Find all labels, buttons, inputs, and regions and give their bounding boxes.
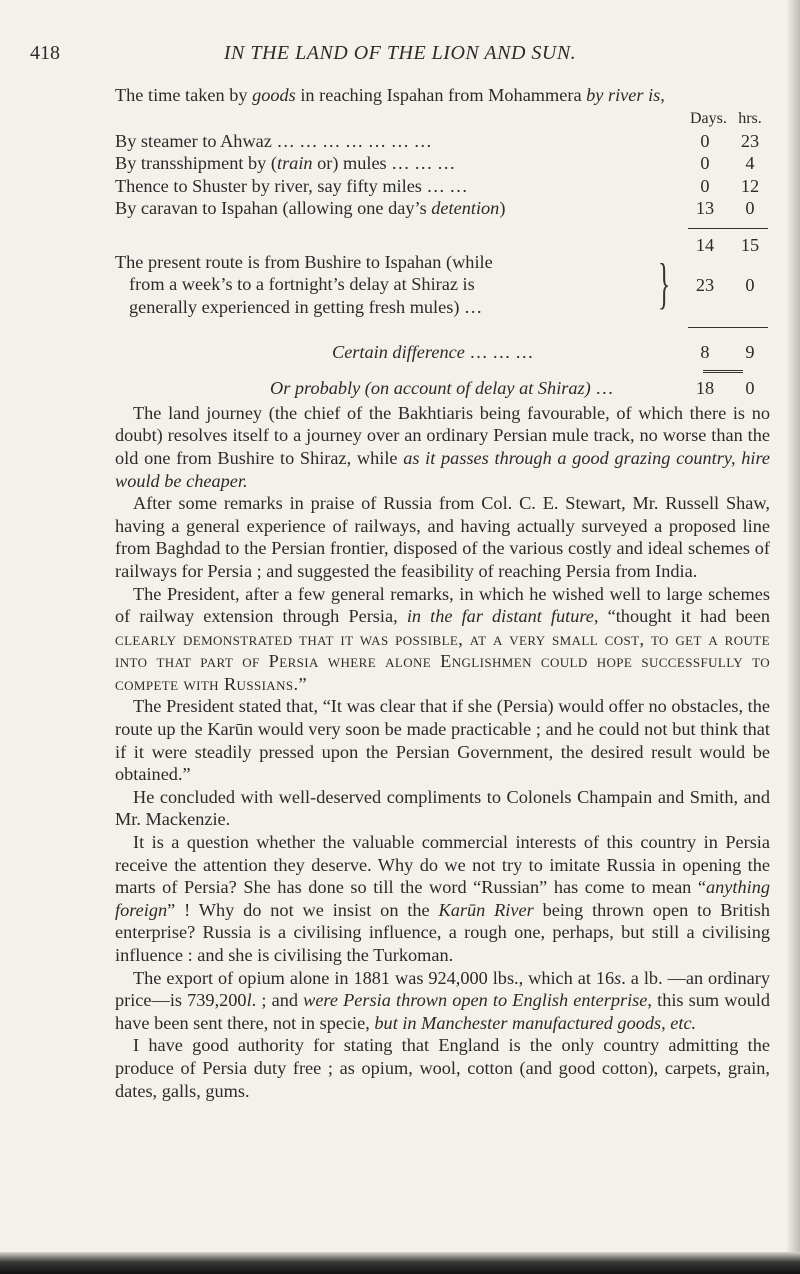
paragraph xyxy=(115,967,770,1035)
paragraph-italic: in the far distant future, xyxy=(406,606,599,627)
paragraph xyxy=(115,786,770,831)
certain-difference-row xyxy=(150,341,770,364)
paragraph-text: I have good authority for stating that England is the only country admitting the produce of Persia duty free ; as opium, wool, cotton (and good cotton), carpets, grain, dates, galls, gums. xyxy=(115,1035,770,1101)
row-label-italic: train xyxy=(276,153,313,174)
present-route-line: generally experienced in getting fresh mules) … xyxy=(129,296,483,317)
paragraph-italic: s xyxy=(614,967,622,988)
intro-line xyxy=(115,84,770,107)
brace-icon: } xyxy=(658,252,671,315)
sum-rule xyxy=(688,228,768,229)
paragraph-text: After some remarks in praise of Russia from Col. C. E. Stewart, Mr. Russell Shaw, having a general experience of railways, and having actually surveyed a proposed line from Baghdad to the Persian frontier, disposed of the various costly and ideal schemes of railways for Persia ; and suggested the feasibility of reaching Persia from India. xyxy=(115,493,770,581)
row-label-end: or) mules xyxy=(312,153,387,174)
paragraph-text: The land journey (the chief of the Bakhtiaris being favourable, of which there is no doubt) resolves itself to a journey over an ordinary Persian mule track, no worse than the old one from Bushire to Shiraz, while xyxy=(115,402,770,468)
spacer xyxy=(150,363,770,377)
paragraph-text: “thought it had been xyxy=(598,606,770,627)
row-days: 0 xyxy=(700,153,710,174)
page-header xyxy=(30,42,770,72)
row-label: Thence to Shuster by river, say fifty miles xyxy=(115,175,422,196)
present-route-hours: 0 xyxy=(745,274,755,295)
intro-text-middle: in reaching Ispahan from Mohammera xyxy=(295,85,587,105)
page-body xyxy=(115,84,770,1102)
certain-leader-dots: … … … xyxy=(464,341,534,362)
table-row xyxy=(115,197,770,220)
total-days: 14 xyxy=(695,234,715,255)
paragraph-text: ” ! Why do not we insist on the xyxy=(167,899,439,920)
paragraph-text: The President stated that, “It was clear that if she (Persia) would offer no obstacles, the route up the Karūn would very soon be made practicable ; and he could not but think that if it were steadily pressed upon the Persian Government, the desired result would be obtained.” xyxy=(115,696,770,785)
row-leader-dots: … … xyxy=(421,175,468,196)
paragraph xyxy=(115,831,770,967)
paragraph-italic: as it passes through a good grazing country, hire would be cheaper. xyxy=(115,447,770,491)
row-hours: 4 xyxy=(745,153,755,174)
intro-italic-river: by river is, xyxy=(586,85,665,105)
row-days: 13 xyxy=(695,198,715,219)
row-label: By caravan to Ispahan (allowing one day’s xyxy=(115,198,432,219)
paragraph-text: ” xyxy=(298,673,307,694)
probable-hours: 0 xyxy=(745,378,755,399)
paragraph-small-caps: clearly demonstrated that it was possible, at a very small cost, to get a route into that part of Persia where alone Englishmen could hope successfully to compete with Russians. xyxy=(115,628,770,694)
table-row xyxy=(115,152,770,175)
row-days: 0 xyxy=(700,175,710,196)
certain-days: 8 xyxy=(700,341,710,362)
probable-label: Or probably (on account of delay at Shiraz) xyxy=(270,378,591,399)
certain-label: Certain difference xyxy=(332,341,465,362)
paragraph xyxy=(115,583,770,696)
intro-italic-goods: goods xyxy=(252,85,296,105)
paragraph-italic: were Persia thrown open to English enterprise xyxy=(303,990,648,1011)
paragraph xyxy=(115,695,770,785)
certain-hours: 9 xyxy=(745,341,755,362)
spacer xyxy=(150,220,770,234)
paragraph-text: , this sum would have been sent there, not in specie, xyxy=(115,990,770,1033)
paragraph-italic: l xyxy=(246,990,252,1011)
row-hours: 23 xyxy=(740,130,760,151)
page-bottom-edge xyxy=(0,1252,800,1274)
table-row xyxy=(115,130,770,153)
paragraph xyxy=(115,492,770,582)
paragraph-text: He concluded with well-deserved compliments to Colonels Champain and Smith, and Mr. Mackenzie. xyxy=(115,786,770,830)
paragraph-italic: but in Manchester manufactured goods, etc. xyxy=(374,1012,697,1033)
row-label-italic: detention xyxy=(431,198,500,219)
row-label: By steamer to Ahwaz xyxy=(115,130,277,151)
paragraph-text: being thrown open to British enterprise? Russia is a civilising influence, a rough one, perhaps, but still a civilising influence : and she is civilising the Turkoman. xyxy=(115,899,770,965)
page-edge-shadow xyxy=(786,0,800,1274)
probable-leader-dots: … xyxy=(590,378,614,399)
row-label-end: ) xyxy=(499,198,506,219)
table-row xyxy=(115,175,770,198)
journey-table xyxy=(115,108,770,400)
page-number: 418 xyxy=(30,42,60,64)
paragraph-text: . ; and xyxy=(251,990,304,1011)
present-route-line: from a week’s to a fortnight’s delay at Shiraz is xyxy=(129,274,475,295)
row-days: 0 xyxy=(700,130,710,151)
paragraph-italic: anything foreign xyxy=(115,877,770,920)
probable-days: 18 xyxy=(695,378,715,399)
paragraph-text: It is a question whether the valuable commercial interests of this country in Persia receive the attention they deserve. Why do we not try to imitate Russia in opening the marts of Persia? She has done so till the word “Russian” has come to mean “ xyxy=(115,832,770,898)
paragraph xyxy=(115,1034,770,1102)
double-rule xyxy=(703,370,743,373)
paragraph xyxy=(115,402,770,492)
row-leader-dots: … … … … … … … xyxy=(276,130,432,151)
paragraph-text: The President, after a few general remarks, in which he wished well to large schemes of railway extension through Persia, xyxy=(115,583,770,627)
spacer xyxy=(150,321,770,335)
present-route-line: The present route is from Bushire to Ispahan (while xyxy=(115,251,493,272)
body-text xyxy=(115,402,770,1102)
row-leader-dots: … … … xyxy=(386,153,456,174)
present-route-days: 23 xyxy=(695,274,715,295)
running-title: IN THE LAND OF THE LION AND SUN. xyxy=(223,42,577,64)
intro-text: The time taken by xyxy=(115,85,253,105)
difference-rule xyxy=(688,327,768,328)
row-hours: 0 xyxy=(745,198,755,219)
paragraph-italic: Karūn River xyxy=(438,899,534,920)
present-route-block xyxy=(115,251,770,321)
probable-difference-row xyxy=(150,377,770,400)
row-label: By transshipment by ( xyxy=(115,153,277,174)
paragraph-text: . a lb. —an ordinary price—is 739,200 xyxy=(115,967,770,1011)
days-header: Days. xyxy=(690,109,727,127)
table-column-headers xyxy=(150,108,770,130)
total-hours: 15 xyxy=(740,234,760,255)
hours-header: hrs. xyxy=(738,109,762,127)
paragraph-text: The export of opium alone in 1881 was 924,000 lbs., which at 16 xyxy=(133,967,615,988)
row-hours: 12 xyxy=(740,175,760,196)
